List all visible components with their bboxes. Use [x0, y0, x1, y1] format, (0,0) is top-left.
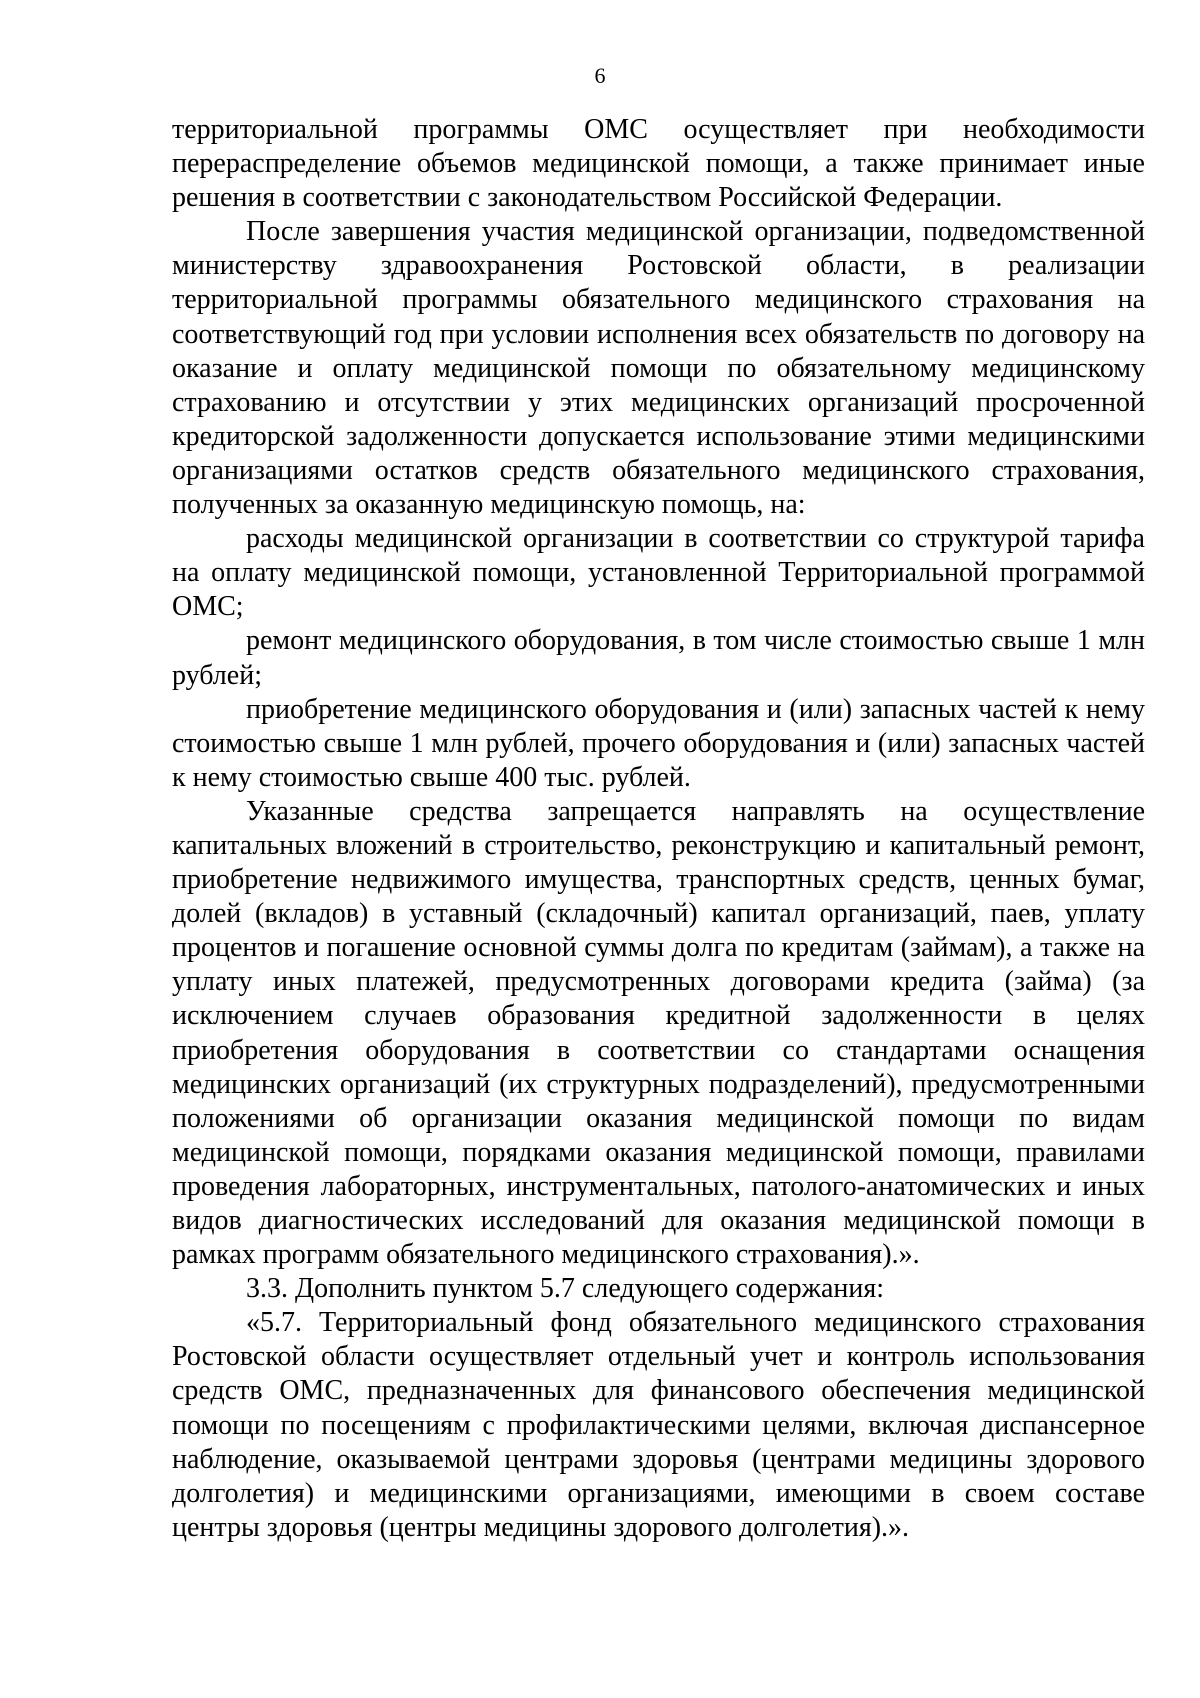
paragraph-equipment-repair: ремонт медицинского оборудования, в том числе стоимостью свыше 1 млн рублей;: [172, 625, 1145, 691]
page-number: 6: [594, 63, 606, 88]
paragraph-residual-funds: После завершения участия медицинской организации, подведомственной министерству здравоохранения Ростовской области, в реализации территориальной программы обязательного медицинского страхования на соответствующий год при условии исполнения всех обязательств по договору на оказание и оплату медицинской помощи по обязательному медицинскому страхованию и отсутствии у этих медицинских организаций просроченной кредиторской задолженности допускается использование этими медицинскими организациями остатков средств обязательного медицинского страхования, полученных за оказанную медицинскую помощь, на:: [172, 216, 1145, 521]
paragraph-clause-5-7: «5.7. Территориальный фонд обязательного медицинского страхования Ростовской области осуществляет отдельный учет и контроль использования средств ОМС, предназначенных для финансового обеспечения медицинской помощи по посещениям с профилактическими целями, включая диспансерное наблюдение, оказываемой центрами здоровья (центрами медицины здорового долголетия) и медицинскими организациями, имеющими в своем составе центры здоровья (центры медицины здорового долголетия).».: [172, 1307, 1145, 1543]
document-body: [172, 113, 1145, 1545]
paragraph-prohibited-uses: Указанные средства запрещается направлять на осуществление капитальных вложений в строительство, реконструкцию и капитальный ремонт, приобретение недвижимого имущества, транспортных средств, ценных бумаг, долей (вкладов) в уставный (складочный) капитал организаций, паев, уплату процентов и погашение основной суммы долга по кредитам (займам), а также на уплату иных платежей, предусмотренных договорами кредита (займа) (за исключением случаев образования кредитной задолженности в целях приобретения оборудования в соответствии со стандартами оснащения медицинских организаций (их структурных подразделений), предусмотренными положениями об организации оказания медицинской помощи по видам медицинской помощи, порядками оказания медицинской помощи, правилами проведения лабораторных, инструментальных, патолого-анатомических и иных видов диагностических исследований для оказания медицинской помощи в рамках программ обязательного медицинского страхования).».: [172, 795, 1145, 1271]
paragraph-continuation: территориальной программы ОМС осуществляет при необходимости перераспределение объемов медицинской помощи, а также принимает иные решения в соответствии с законодательством Российской Федерации.: [172, 114, 1145, 214]
paragraph-tariff-expenses: расходы медицинской организации в соответствии со структурой тарифа на оплату медицинской помощи, установленной Территориальной программой ОМС;: [172, 523, 1145, 623]
paragraph-equipment-purchase: приобретение медицинского оборудования и (или) запасных частей к нему стоимостью свыше 1 млн рублей, прочего оборудования и (или) запасных частей к нему стоимостью свыше 400 тыс. рублей.: [172, 693, 1145, 793]
paragraph-amendment-3-3: 3.3. Дополнить пунктом 5.7 следующего содержания:: [246, 1273, 885, 1305]
